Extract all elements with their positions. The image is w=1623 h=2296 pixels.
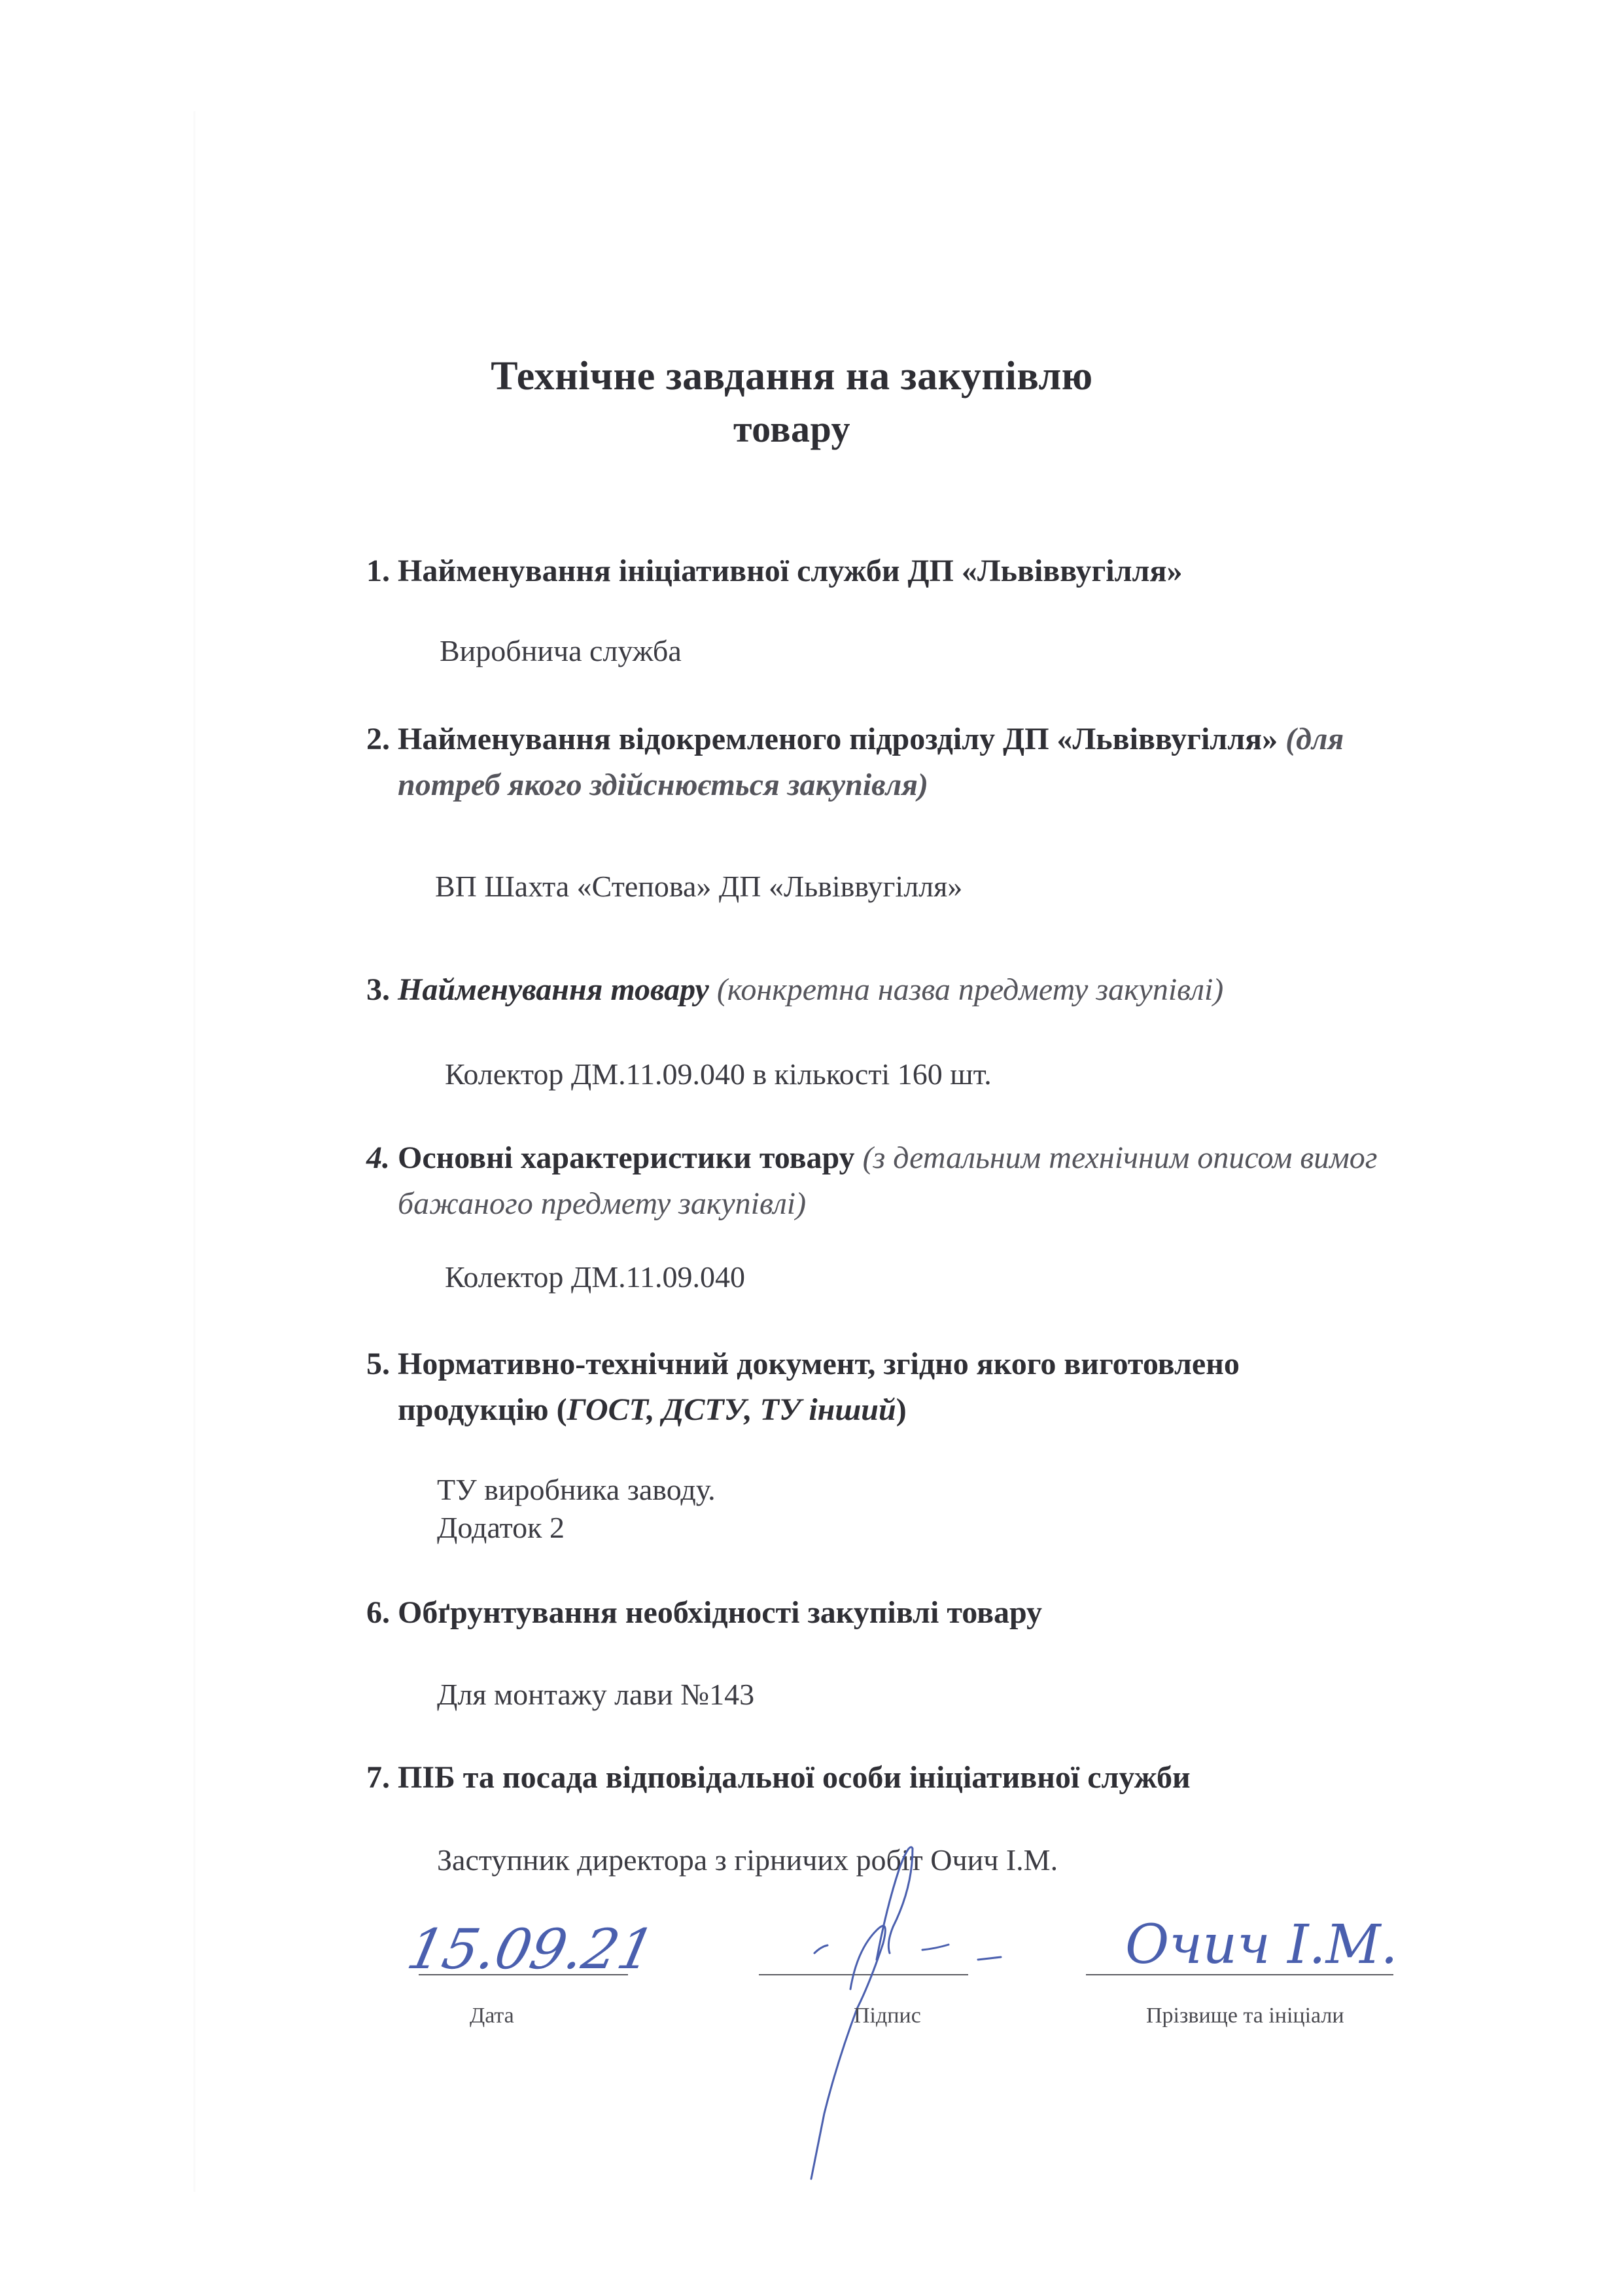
document-title-line2: товару [733,408,851,450]
item-7-heading-text: ПІБ та посада відповідальної особи ініціативної служби [398,1760,1191,1795]
item-5-answer-line2: Додаток 2 [437,1511,565,1544]
signature-stroke-4 [922,1945,949,1950]
item-6-number: 6. [366,1595,390,1630]
item-3-heading-italic: (конкретна назва предмету закупівлі) [716,972,1224,1007]
item-2-heading-line1: Найменування відокремленого підрозділу ДП «Львіввугілля» [398,722,1278,756]
caption-signature: Підпис [854,2004,921,2028]
item-2-heading-italic-2: потреб якого здійснюється закупівля) [398,768,928,802]
item-4-heading-italic-1: (з детальним технічним описом вимог [862,1140,1378,1175]
item-5-heading-line1: Нормативно-технічний документ, згідно якого виготовлено [398,1347,1240,1381]
signature-stroke-5 [978,1957,1001,1960]
signature-stroke-3 [877,1847,913,1960]
item-4-heading-text: Основні характеристики товару [398,1140,855,1175]
item-1-answer: Виробнича служба [440,634,682,667]
caption-name: Прізвище та ініціали [1146,2004,1344,2028]
signature-stroke-1 [814,1945,828,1953]
signature-stroke-2 [811,1926,885,2179]
item-4-number: 4. [366,1140,390,1175]
item-5-heading-line2-italic: ГОСТ, ДСТУ, ТУ інший [567,1392,896,1427]
item-1-heading-text: Найменування ініціативної служби ДП «Львіввугілля» [398,554,1183,588]
item-1-number: 1. [366,554,390,588]
item-6-answer: Для монтажу лави №143 [437,1678,755,1711]
item-2-answer: ВП Шахта «Степова» ДП «Львіввугілля» [435,870,963,903]
item-3-number: 3. [366,972,390,1007]
item-7-number: 7. [366,1760,390,1795]
item-3-heading-bold-italic: Найменування товару [398,972,709,1007]
item-4-heading-italic-2: бажаного предмету закупівлі) [398,1186,807,1221]
handwritten-name: Очич І.М. [1125,1914,1398,1976]
item-2-heading-italic-1: (для [1285,722,1344,756]
item-3-answer: Колектор ДМ.11.09.040 в кількості 160 шт. [445,1057,992,1091]
item-5-answer-line1: ТУ виробника заводу. [437,1473,716,1506]
caption-date: Дата [470,2004,514,2028]
item-5-number: 5. [366,1347,390,1381]
item-5-heading-line2-pre: продукцію ( [398,1392,567,1427]
handwritten-date: 15.09.21 [402,1917,661,1982]
item-7-answer: Заступник директора з гірничих робіт Очич І.М. [437,1843,1058,1877]
item-4-answer: Колектор ДМ.11.09.040 [445,1260,745,1294]
item-2-number: 2. [366,722,390,756]
item-6-heading-text: Обґрунтування необхідності закупівлі товару [398,1595,1043,1630]
document-title-line1: Технічне завдання на закупівлю [491,354,1093,398]
item-5-heading-line2-post: ) [896,1392,907,1427]
